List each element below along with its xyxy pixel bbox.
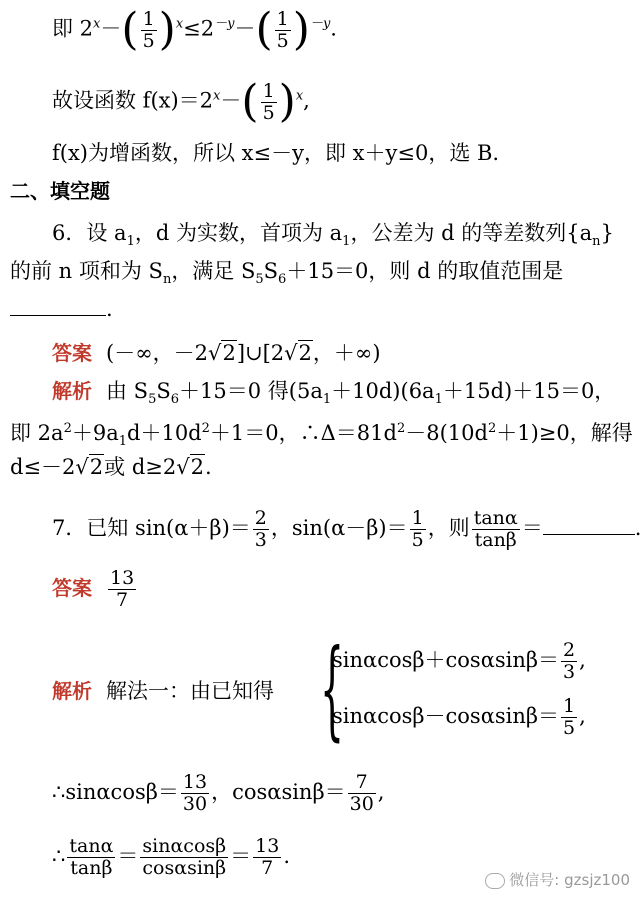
explanation-label: 解析 [52, 679, 92, 703]
question-6-line-2: 的前 n 项和为 $S_n$，满足 $S_5S_6+15=0$，则 d 的取值范围是 [10, 259, 564, 288]
fraction-one-fifth: $\frac{1}{5}$ [276, 7, 289, 52]
system-equation-1: sinαcosβ＋cosαsinβ＝ $\frac{2}{3}$ , [332, 639, 586, 683]
q6-explanation-line-2: 即 $2a^2+9a_1d+10d^2+1=0$，$\therefore\Delta=81d^2-8(10d^2+1)\ge 0$，解得 [10, 421, 633, 450]
system-equation-2: sinαcosβ－cosαsinβ＝ $\frac{1}{5}$ , [332, 695, 586, 739]
answer-blank [10, 297, 106, 316]
answer-blank [543, 516, 635, 535]
answer-label: 答案 [52, 341, 92, 365]
q6-answer: 答案 (－∞，－2√2]∪[2√2，＋∞) [52, 341, 381, 365]
wechat-icon [485, 873, 505, 889]
line-function-def: 故设函数 $f(x)=2^x-$( $\frac{1}{5}$ )$^x$, [52, 76, 310, 127]
q7-answer: 答案 $\frac{13}{7}$ [52, 567, 135, 611]
line-inequality: 即 $2^x-$( $\frac{1}{5}$ )$^x\le 2^{-y}-$( $\frac{1}{5}$ )$^{-y}$. [52, 4, 337, 55]
question-6-blank-line: . [10, 294, 113, 324]
line-increasing: f(x)为增函数，所以 x≤－y，即 x＋y≤0，选 B. [52, 141, 500, 165]
question-7: 7．已知 sin(α＋β)＝ $\frac{2}{3}$ ，sin(α－β)＝ $\frac{1}{5}$ ，则 $\frac{\tan\alpha}{\tan\beta}$ ＝ . [52, 507, 641, 551]
fraction-one-fifth: $\frac{1}{5}$ [142, 7, 155, 52]
left-brace: { [320, 627, 345, 752]
q6-explanation-line-1: 解析 由 $S_5S_6+15=0$ 得$(5a_1+10d)(6a_1+15d)+15=0$， [52, 379, 616, 408]
explanation-label: 解析 [52, 379, 92, 403]
result-line-2: ∴ $\frac{\tan\alpha}{\tan\beta}$ ＝ $\frac{\sin\alpha\cos\beta}{\cos\alpha\sin\beta}$ ＝ $\frac{13}{7}$ . [52, 835, 290, 879]
watermark: 微信号: gzsjz100 [485, 869, 630, 890]
fraction-one-fifth: $\frac{1}{5}$ [262, 79, 275, 124]
question-6-line-1: 6．设 $a_1$，d 为实数，首项为 $a_1$，公差为 d 的等差数列$\{a_n\}$ [52, 221, 614, 250]
result-line-1: ∴sinαcosβ＝ $\frac{13}{30}$ ，cosαsinβ＝ $\frac{7}{30}$ , [52, 771, 385, 815]
q7-explanation-intro: 解析 解法一：由已知得 [52, 679, 274, 703]
q6-explanation-line-3: d≤－2√2或 d≥2√2. [10, 455, 212, 479]
equation-system [320, 627, 586, 752]
answer-label: 答案 [52, 575, 92, 600]
section-title: 二、填空题 [10, 179, 110, 203]
